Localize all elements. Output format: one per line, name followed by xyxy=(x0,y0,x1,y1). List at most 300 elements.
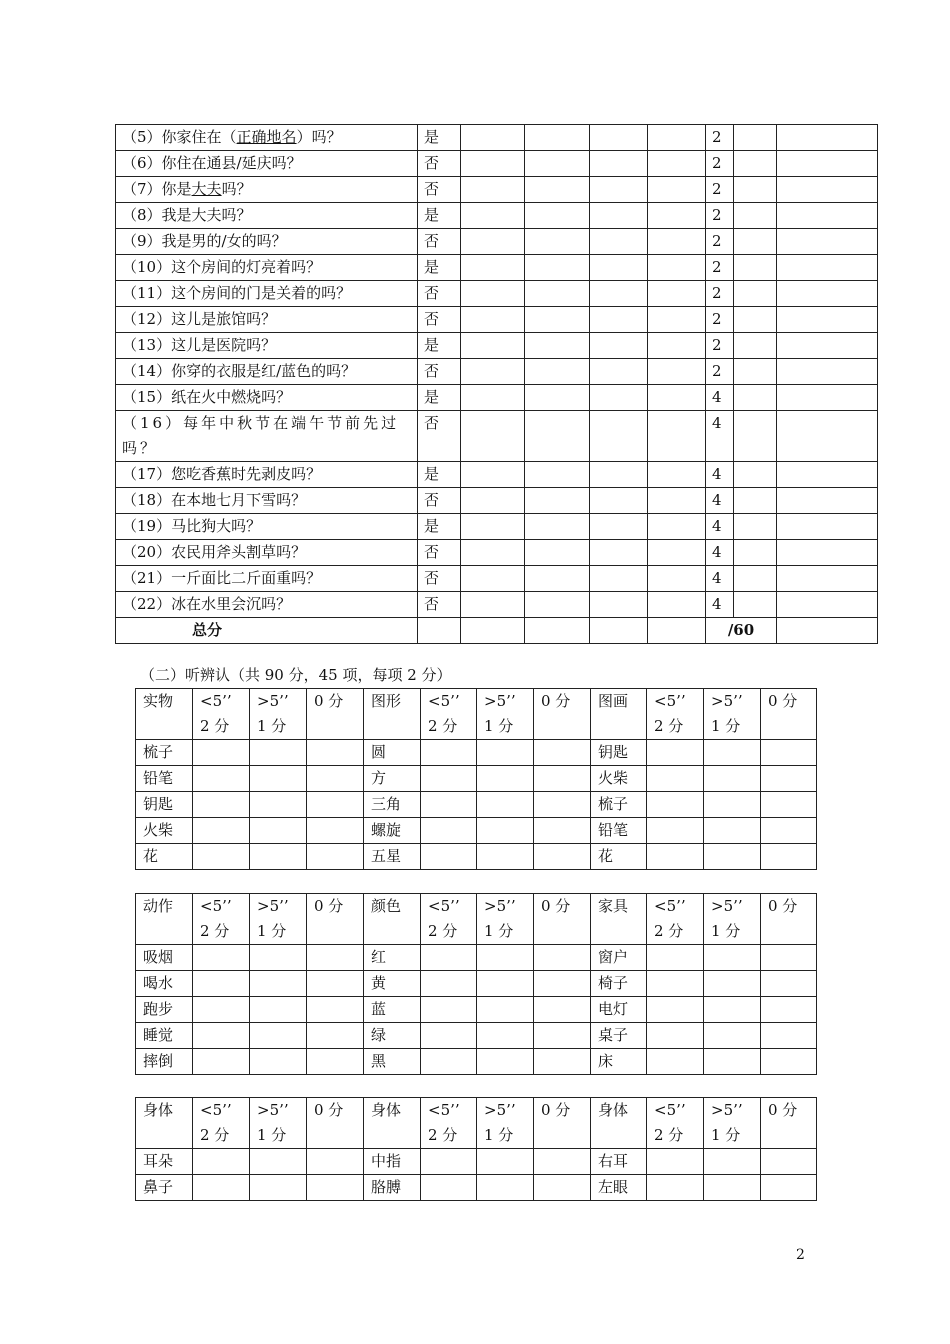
blank-cell xyxy=(648,514,706,540)
blank-cell xyxy=(525,540,590,566)
blank-cell xyxy=(534,766,591,792)
grid-item-row xyxy=(136,945,817,971)
blank-cell xyxy=(590,488,648,514)
blank-cell xyxy=(421,1023,477,1049)
blank-cell xyxy=(534,945,591,971)
blank-cell xyxy=(421,971,477,997)
blank-cell xyxy=(734,540,777,566)
blank-cell xyxy=(648,255,706,281)
blank-cell xyxy=(477,792,534,818)
blank-cell xyxy=(461,203,525,229)
item-label: 铅笔 xyxy=(136,766,193,792)
blank-cell xyxy=(777,411,878,462)
score-cell: 4 xyxy=(706,540,734,566)
blank-cell xyxy=(704,818,761,844)
blank-cell xyxy=(525,488,590,514)
blank-cell xyxy=(647,792,704,818)
blank-cell xyxy=(461,488,525,514)
score-cell: 2 xyxy=(706,125,734,151)
blank-cell xyxy=(193,1023,250,1049)
blank-cell xyxy=(647,971,704,997)
blank-cell xyxy=(525,514,590,540)
blank-cell xyxy=(761,971,817,997)
blank-cell xyxy=(307,1049,364,1075)
blank-cell xyxy=(704,792,761,818)
item-label: 胳膊 xyxy=(364,1175,421,1201)
blank-cell xyxy=(648,307,706,333)
blank-cell xyxy=(461,177,525,203)
blank-cell xyxy=(477,818,534,844)
blank-cell xyxy=(777,566,878,592)
blank-cell xyxy=(525,229,590,255)
lt5-header: <5’’ 2 分 xyxy=(193,689,250,740)
score-cell: 4 xyxy=(706,411,734,462)
blank-cell xyxy=(734,462,777,488)
blank-cell xyxy=(525,462,590,488)
blank-cell xyxy=(193,740,250,766)
item-label: 右耳 xyxy=(591,1149,647,1175)
question-row xyxy=(116,203,878,229)
item-label: 跑步 xyxy=(136,997,193,1023)
blank-cell xyxy=(193,792,250,818)
blank-cell xyxy=(461,359,525,385)
lt5-header: <5’’ 2 分 xyxy=(421,1098,477,1149)
section-title: （二）听辨认（共 90 分，45 项，每项 2 分） xyxy=(140,666,452,684)
blank-cell xyxy=(590,566,648,592)
category-label: 图画 xyxy=(591,689,647,740)
category-label: 颜色 xyxy=(364,894,421,945)
blank-cell xyxy=(590,177,648,203)
blank-cell xyxy=(734,229,777,255)
blank-cell xyxy=(590,540,648,566)
gt5-header: >5’’ 1 分 xyxy=(477,689,534,740)
blank-cell xyxy=(534,1049,591,1075)
item-label: 桌子 xyxy=(591,1023,647,1049)
item-label: 鼻子 xyxy=(136,1175,193,1201)
blank-cell xyxy=(534,740,591,766)
blank-cell xyxy=(704,1023,761,1049)
score-cell: 2 xyxy=(706,333,734,359)
blank-cell xyxy=(777,281,878,307)
blank-cell xyxy=(421,1175,477,1201)
question-text: （7）你是大夫吗？ xyxy=(116,177,418,203)
blank-cell xyxy=(734,592,777,618)
blank-cell xyxy=(525,566,590,592)
blank-cell xyxy=(590,514,648,540)
blank-cell xyxy=(461,229,525,255)
blank-cell xyxy=(704,971,761,997)
blank-cell xyxy=(193,766,250,792)
blank-cell xyxy=(307,997,364,1023)
question-row xyxy=(116,281,878,307)
score-cell: 2 xyxy=(706,359,734,385)
question-text: （16）每年中秋节在端午节前先过吗？ xyxy=(116,411,418,462)
zero-header: 0 分 xyxy=(534,1098,591,1149)
question-row xyxy=(116,359,878,385)
grid-item-row xyxy=(136,844,817,870)
lt5-header: <5’’ 2 分 xyxy=(193,894,250,945)
blank-cell xyxy=(307,971,364,997)
score-cell: 2 xyxy=(706,229,734,255)
blank-cell xyxy=(647,1149,704,1175)
blank-cell xyxy=(525,125,590,151)
blank-cell xyxy=(590,462,648,488)
blank-cell xyxy=(648,151,706,177)
blank-cell xyxy=(477,971,534,997)
question-text: （6）你住在通县/延庆吗？ xyxy=(116,151,418,177)
blank-cell xyxy=(648,566,706,592)
blank-cell xyxy=(648,203,706,229)
answer-cell: 否 xyxy=(418,151,461,177)
blank-cell xyxy=(590,229,648,255)
blank-cell xyxy=(421,740,477,766)
blank-cell xyxy=(193,945,250,971)
answer-cell: 否 xyxy=(418,307,461,333)
blank-cell xyxy=(648,385,706,411)
blank-cell xyxy=(734,566,777,592)
blank-cell xyxy=(461,255,525,281)
score-cell: 4 xyxy=(706,462,734,488)
blank-cell xyxy=(193,971,250,997)
zero-header: 0 分 xyxy=(761,1098,817,1149)
page-number: 2 xyxy=(796,1247,805,1263)
question-text: （19）马比狗大吗？ xyxy=(116,514,418,540)
answer-cell: 是 xyxy=(418,333,461,359)
blank-cell xyxy=(647,997,704,1023)
item-label: 红 xyxy=(364,945,421,971)
blank-cell xyxy=(250,792,307,818)
question-text: （13）这儿是医院吗？ xyxy=(116,333,418,359)
zero-header: 0 分 xyxy=(761,689,817,740)
score-cell: 4 xyxy=(706,592,734,618)
item-label: 椅子 xyxy=(591,971,647,997)
blank-cell xyxy=(648,462,706,488)
blank-cell xyxy=(777,592,878,618)
gt5-header: >5’’ 1 分 xyxy=(250,689,307,740)
blank-cell xyxy=(250,766,307,792)
blank-cell xyxy=(307,1175,364,1201)
question-row xyxy=(116,411,878,462)
blank-cell xyxy=(590,592,648,618)
blank-cell xyxy=(734,307,777,333)
blank-cell xyxy=(734,411,777,462)
blank-cell xyxy=(647,740,704,766)
question-text: （5）你家住在（正确地名）吗？ xyxy=(116,125,418,151)
blank-cell xyxy=(761,792,817,818)
question-text: （10）这个房间的灯亮着吗？ xyxy=(116,255,418,281)
item-label: 中指 xyxy=(364,1149,421,1175)
grid-item-row xyxy=(136,1049,817,1075)
grid-item-row xyxy=(136,1023,817,1049)
answer-cell: 否 xyxy=(418,411,461,462)
blank-cell xyxy=(193,818,250,844)
blank-cell xyxy=(461,540,525,566)
blank-cell xyxy=(704,1175,761,1201)
blank-cell xyxy=(477,740,534,766)
blank-cell xyxy=(648,125,706,151)
answer-cell: 是 xyxy=(418,385,461,411)
question-row xyxy=(116,566,878,592)
item-label: 方 xyxy=(364,766,421,792)
zero-header: 0 分 xyxy=(307,1098,364,1149)
question-row xyxy=(116,125,878,151)
question-text: （21）一斤面比二斤面重吗？ xyxy=(116,566,418,592)
blank-cell xyxy=(193,1175,250,1201)
blank-cell xyxy=(307,818,364,844)
blank-cell xyxy=(534,792,591,818)
answer-cell: 否 xyxy=(418,281,461,307)
score-cell: 2 xyxy=(706,281,734,307)
answer-cell: 是 xyxy=(418,203,461,229)
item-label: 喝水 xyxy=(136,971,193,997)
item-label: 圆 xyxy=(364,740,421,766)
blank-cell xyxy=(250,844,307,870)
blank-cell xyxy=(534,997,591,1023)
blank-cell xyxy=(777,540,878,566)
blank-cell xyxy=(590,333,648,359)
blank-cell xyxy=(648,411,706,462)
blank-cell xyxy=(461,592,525,618)
blank-cell xyxy=(647,1049,704,1075)
blank-cell xyxy=(590,385,648,411)
blank-cell xyxy=(461,385,525,411)
blank-cell xyxy=(193,1149,250,1175)
zero-header: 0 分 xyxy=(307,689,364,740)
blank-cell xyxy=(704,1149,761,1175)
answer-cell: 是 xyxy=(418,255,461,281)
blank-cell xyxy=(704,997,761,1023)
question-text: （20）农民用斧头割草吗？ xyxy=(116,540,418,566)
item-label: 火柴 xyxy=(136,818,193,844)
grid-header-row xyxy=(136,894,817,945)
blank-cell xyxy=(777,333,878,359)
question-text: （11）这个房间的门是关着的吗？ xyxy=(116,281,418,307)
blank-cell xyxy=(525,281,590,307)
gt5-header: >5’’ 1 分 xyxy=(250,894,307,945)
blank-cell xyxy=(777,177,878,203)
blank-cell xyxy=(250,997,307,1023)
blank-cell xyxy=(534,1149,591,1175)
blank-cell xyxy=(777,125,878,151)
item-label: 吸烟 xyxy=(136,945,193,971)
blank-cell xyxy=(761,818,817,844)
underlined-text: 正确地名 xyxy=(236,128,297,146)
blank-cell xyxy=(193,844,250,870)
blank-cell xyxy=(761,997,817,1023)
grid-item-row xyxy=(136,766,817,792)
blank-cell xyxy=(477,945,534,971)
blank-cell xyxy=(525,151,590,177)
blank-cell xyxy=(648,177,706,203)
blank-cell xyxy=(307,792,364,818)
question-row xyxy=(116,307,878,333)
blank-cell xyxy=(734,177,777,203)
blank-cell xyxy=(590,255,648,281)
blank-cell xyxy=(647,818,704,844)
blank-cell xyxy=(761,1049,817,1075)
category-label: 家具 xyxy=(591,894,647,945)
blank-cell xyxy=(761,1023,817,1049)
blank-cell xyxy=(534,971,591,997)
blank-cell xyxy=(525,255,590,281)
blank-cell xyxy=(648,540,706,566)
blank-cell xyxy=(734,359,777,385)
score-cell: 2 xyxy=(706,177,734,203)
question-row xyxy=(116,514,878,540)
blank-cell xyxy=(648,592,706,618)
blank-cell xyxy=(777,514,878,540)
blank-cell xyxy=(534,818,591,844)
grid-item-row xyxy=(136,971,817,997)
blank-cell xyxy=(704,766,761,792)
blank-cell xyxy=(647,844,704,870)
blank-cell xyxy=(647,1023,704,1049)
score-cell: 2 xyxy=(706,151,734,177)
blank-cell xyxy=(648,229,706,255)
total-value: /60 xyxy=(706,618,777,644)
question-row xyxy=(116,333,878,359)
answer-cell: 否 xyxy=(418,359,461,385)
item-label: 螺旋 xyxy=(364,818,421,844)
blank-cell xyxy=(777,151,878,177)
blank-cell xyxy=(648,488,706,514)
item-label: 花 xyxy=(136,844,193,870)
item-label: 睡觉 xyxy=(136,1023,193,1049)
gt5-header: >5’’ 1 分 xyxy=(704,894,761,945)
blank-cell xyxy=(777,307,878,333)
blank-cell xyxy=(307,740,364,766)
item-label: 黑 xyxy=(364,1049,421,1075)
blank-cell xyxy=(250,1049,307,1075)
blank-cell xyxy=(421,1049,477,1075)
grid-item-row xyxy=(136,818,817,844)
blank-cell xyxy=(590,281,648,307)
grid-item-row xyxy=(136,997,817,1023)
blank-cell xyxy=(590,307,648,333)
item-label: 电灯 xyxy=(591,997,647,1023)
item-label: 梳子 xyxy=(136,740,193,766)
blank-cell xyxy=(734,281,777,307)
lt5-header: <5’’ 2 分 xyxy=(647,689,704,740)
blank-cell xyxy=(421,945,477,971)
blank-cell xyxy=(421,792,477,818)
blank-cell xyxy=(461,307,525,333)
blank-cell xyxy=(307,945,364,971)
blank-cell xyxy=(761,740,817,766)
total-label: 总分 xyxy=(116,618,418,644)
item-label: 五星 xyxy=(364,844,421,870)
answer-cell: 是 xyxy=(418,514,461,540)
blank-cell xyxy=(250,945,307,971)
question-row xyxy=(116,385,878,411)
blank-cell xyxy=(461,151,525,177)
blank-cell xyxy=(590,151,648,177)
blank-cell xyxy=(734,151,777,177)
blank-cell xyxy=(704,844,761,870)
blank-cell xyxy=(525,359,590,385)
score-cell: 2 xyxy=(706,203,734,229)
blank-cell xyxy=(250,971,307,997)
grid-header-row xyxy=(136,689,817,740)
blank-cell xyxy=(525,203,590,229)
item-label: 窗户 xyxy=(591,945,647,971)
answer-cell: 是 xyxy=(418,125,461,151)
blank-cell xyxy=(704,945,761,971)
item-label: 三角 xyxy=(364,792,421,818)
question-row xyxy=(116,177,878,203)
blank-cell xyxy=(761,1175,817,1201)
blank-cell xyxy=(647,766,704,792)
grid-item-row xyxy=(136,1175,817,1201)
blank-cell xyxy=(761,945,817,971)
blank-cell xyxy=(525,411,590,462)
item-label: 耳朵 xyxy=(136,1149,193,1175)
question-row xyxy=(116,592,878,618)
grid-item-row xyxy=(136,1149,817,1175)
blank-cell xyxy=(590,359,648,385)
blank-cell xyxy=(761,1149,817,1175)
lt5-header: <5’’ 2 分 xyxy=(421,894,477,945)
blank-cell xyxy=(477,1049,534,1075)
zero-header: 0 分 xyxy=(307,894,364,945)
blank-cell xyxy=(777,255,878,281)
question-text: （18）在本地七月下雪吗？ xyxy=(116,488,418,514)
blank-cell xyxy=(777,359,878,385)
question-row xyxy=(116,462,878,488)
blank-cell xyxy=(525,177,590,203)
blank-cell xyxy=(525,385,590,411)
question-row xyxy=(116,229,878,255)
question-row xyxy=(116,255,878,281)
listening-grid-3 xyxy=(135,1097,817,1201)
score-cell: 4 xyxy=(706,488,734,514)
item-label: 火柴 xyxy=(591,766,647,792)
blank-cell xyxy=(648,359,706,385)
blank-cell xyxy=(461,125,525,151)
score-cell: 4 xyxy=(706,385,734,411)
blank-cell xyxy=(250,1149,307,1175)
category-label: 身体 xyxy=(364,1098,421,1149)
blank-cell xyxy=(648,333,706,359)
gt5-header: >5’’ 1 分 xyxy=(477,1098,534,1149)
score-cell: 2 xyxy=(706,307,734,333)
category-label: 身体 xyxy=(136,1098,193,1149)
blank-cell xyxy=(461,281,525,307)
category-label: 实物 xyxy=(136,689,193,740)
blank-cell xyxy=(461,514,525,540)
question-score-table xyxy=(115,124,878,644)
blank-cell xyxy=(477,766,534,792)
blank-cell xyxy=(647,1175,704,1201)
blank-cell xyxy=(250,1023,307,1049)
blank-cell xyxy=(734,488,777,514)
lt5-header: <5’’ 2 分 xyxy=(193,1098,250,1149)
item-label: 蓝 xyxy=(364,997,421,1023)
blank-cell xyxy=(704,1049,761,1075)
gt5-header: >5’’ 1 分 xyxy=(704,689,761,740)
blank-cell xyxy=(590,203,648,229)
grid-header-row xyxy=(136,1098,817,1149)
gt5-header: >5’’ 1 分 xyxy=(704,1098,761,1149)
blank-cell xyxy=(704,740,761,766)
blank-cell xyxy=(193,997,250,1023)
blank-cell xyxy=(590,125,648,151)
blank-cell xyxy=(777,462,878,488)
blank-cell xyxy=(477,997,534,1023)
blank-cell xyxy=(534,1175,591,1201)
blank-cell xyxy=(534,1023,591,1049)
blank-cell xyxy=(477,1175,534,1201)
